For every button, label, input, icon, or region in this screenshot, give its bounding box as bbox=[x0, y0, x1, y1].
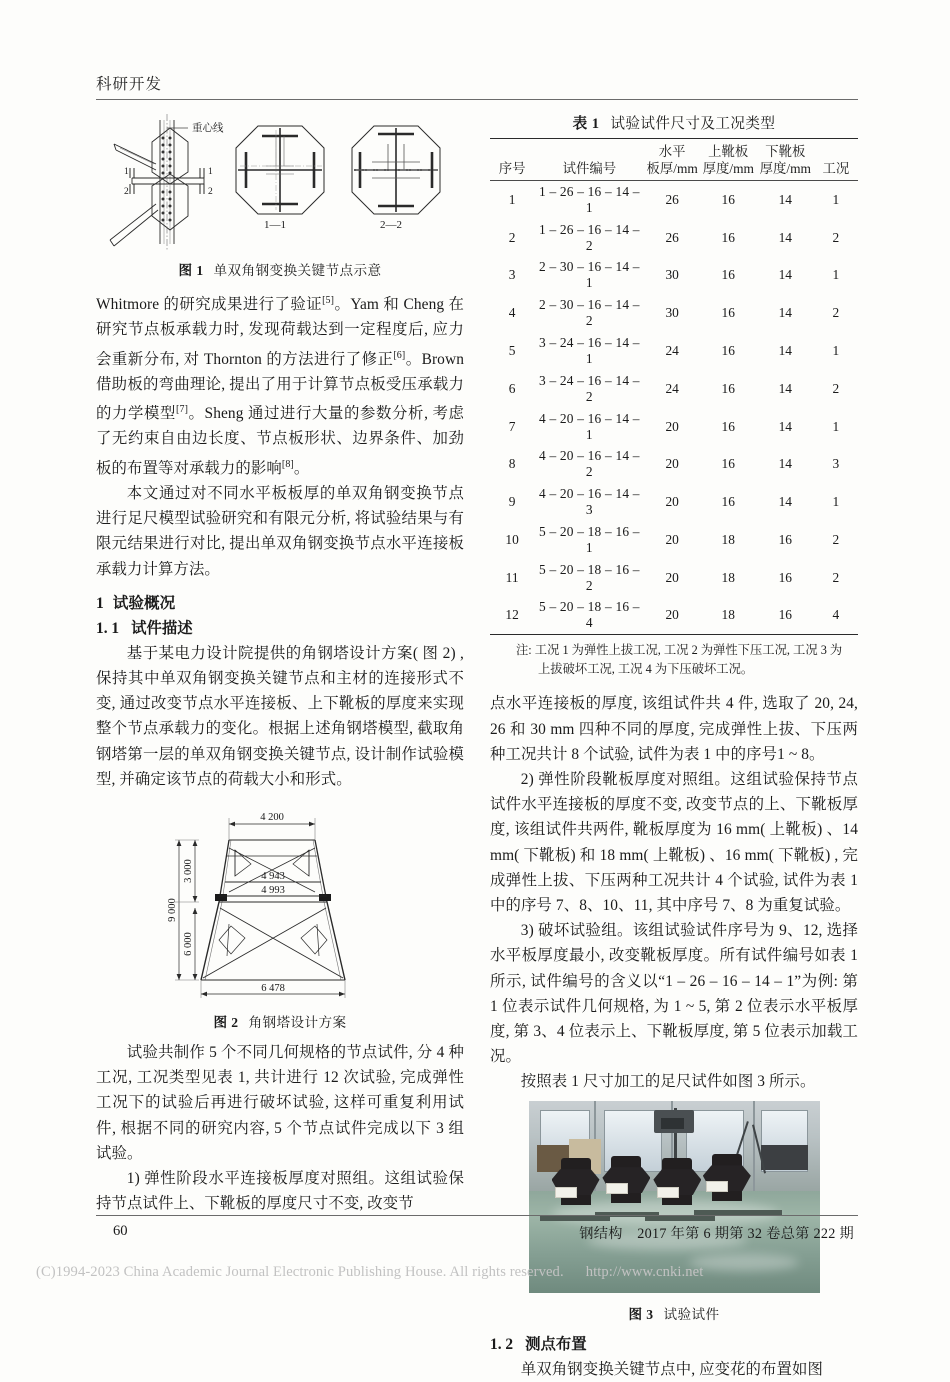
cell-specimen-id: 5 – 20 – 18 – 16 – 4 bbox=[534, 597, 644, 635]
section-1-number: 1 bbox=[96, 594, 104, 612]
figure-2-drawing bbox=[165, 804, 395, 1004]
fig2-dim-upper-height: 3 000 bbox=[183, 859, 194, 883]
table-header-seq: 序号 bbox=[490, 139, 534, 181]
cell-seq: 5 bbox=[508, 343, 516, 359]
left-column bbox=[96, 112, 464, 1216]
table-header-condition: 工况 bbox=[814, 139, 858, 181]
cell-upper-shoe: 16 bbox=[721, 305, 735, 321]
table-row bbox=[490, 521, 858, 559]
table-1-head bbox=[490, 139, 858, 181]
cell-upper-shoe: 16 bbox=[721, 418, 735, 434]
cell-horizontal-plate: 26 bbox=[665, 229, 679, 245]
footer-rule bbox=[96, 1215, 858, 1216]
cell-specimen-id: 1 – 26 – 16 – 14 – 2 bbox=[539, 221, 640, 253]
cell-specimen-id: 4 – 20 – 16 – 14 – 3 bbox=[539, 486, 640, 518]
cell-horizontal-plate: 20 bbox=[665, 531, 679, 547]
right-column bbox=[490, 112, 858, 1382]
cell-seq: 4 bbox=[508, 305, 516, 321]
table-1-title-text: 试验试件尺寸及工况类型 bbox=[610, 116, 776, 132]
cell-horizontal-plate: 20 bbox=[665, 569, 679, 585]
cell-upper-shoe: 16 bbox=[721, 267, 735, 283]
cell-condition: 1 bbox=[832, 418, 840, 434]
right-paragraph-3: 3) 破坏试验组。该组试验试件序号为 9、12, 选择水平板厚度最小, 改变靴板厚度。所有试件编号如表 1 所示, 试件编号的含义以“1 – 26 – 16 – 14 – 1”为例: 第 1 位表示试件几何规格, 为 1 ~ 5, 第 2 位表示水平板厚度, 第 3、4 位表示上、下靴板厚度, 第 5 位表示加载工况。 bbox=[490, 922, 858, 1066]
cell-lower-shoe: 14 bbox=[757, 181, 814, 219]
fig2-dim-top-width: 4 200 bbox=[260, 811, 284, 823]
table-row bbox=[490, 559, 858, 597]
table-1-label: 表 1 bbox=[572, 116, 600, 132]
figure-2-caption-text: 角钢塔设计方案 bbox=[248, 1014, 347, 1030]
cell-specimen-id: 1 – 26 – 16 – 14 – 1 bbox=[534, 181, 644, 219]
table-row bbox=[490, 257, 858, 295]
right-paragraph-4: 按照表 1 尺寸加工的足尺试件如图 3 所示。 bbox=[520, 1073, 816, 1091]
table-header-lower-shoe: 下靴板 厚度/mm bbox=[757, 139, 814, 181]
copyright-url: http://www.cnki.net bbox=[585, 1264, 704, 1280]
right-paragraph-5: 单双角钢变换关键节点中, 应变花的布置如图 bbox=[520, 1360, 824, 1378]
table-header-specimen-id: 试件编号 bbox=[534, 139, 644, 181]
copyright-notice bbox=[36, 1264, 916, 1281]
cell-condition: 2 bbox=[832, 569, 840, 585]
cell-specimen-id: 3 – 24 – 16 – 14 – 2 bbox=[539, 372, 640, 404]
figure-3-caption bbox=[490, 1303, 858, 1323]
reference-marker: [8] bbox=[281, 458, 294, 470]
cell-lower-shoe: 16 bbox=[778, 531, 792, 547]
cell-lower-shoe: 14 bbox=[778, 456, 792, 472]
figure-1-caption-text: 单双角钢变换关键节点示意 bbox=[213, 263, 382, 278]
running-head: 科研开发 bbox=[96, 76, 163, 93]
cell-horizontal-plate: 20 bbox=[665, 456, 679, 472]
svg-text:2: 2 bbox=[208, 187, 213, 197]
cell-horizontal-plate: 24 bbox=[665, 380, 679, 396]
section-1-1-number: 1. 1 bbox=[96, 619, 120, 637]
cell-upper-shoe: 16 bbox=[700, 181, 757, 219]
cell-upper-shoe: 16 bbox=[721, 343, 735, 359]
left-paragraph-1: Whitmore 的研究成果进行了验证[5]。Yam 和 Cheng 在研究节点板承载力时, 发现荷载达到一定程度后, 应力会重新分布, 对 Thornton 的方法进行了修正[6]。Brown 借助板的弯曲理论, 提出了用于计算节点板受压承载力的力学模型[7]。Sheng 通过进行大量的参数分析, 考虑了无约束自由边长度、节点板形状、边界条件、加劲板的布置等对承载力的影响[8]。 bbox=[96, 295, 464, 477]
left-paragraph-3: 基于某电力设计院提供的角钢塔设计方案( 图 2) , 保持其中单双角钢变换关键节点和主材的连接形式不变, 通过改变节点水平连接板、上下靴板的厚度来实现整个节点承载力的变化。根据上述角钢塔模型, 截取角钢塔第一层的单双角钢变换关键节点, 设计制作试验模型, 并确定该节点的荷载大小和形式。 bbox=[96, 644, 464, 788]
svg-text:1: 1 bbox=[208, 167, 213, 177]
table-1 bbox=[490, 138, 858, 635]
cell-lower-shoe: 14 bbox=[778, 418, 792, 434]
table-note-line-2: 上拔破坏工况, 工况 4 为下压破坏工况。 bbox=[538, 661, 754, 676]
cell-lower-shoe: 16 bbox=[778, 569, 792, 585]
cell-lower-shoe: 14 bbox=[778, 380, 792, 396]
figure-3-label: 图 3 bbox=[628, 1306, 654, 1322]
cell-lower-shoe: 14 bbox=[778, 494, 792, 510]
table-row bbox=[490, 483, 858, 521]
cell-seq: 11 bbox=[505, 569, 519, 585]
section-heading-1-1 bbox=[96, 616, 464, 641]
figure-1 bbox=[96, 112, 464, 279]
figure-1-label: 图 1 bbox=[178, 263, 204, 278]
section-1-title: 试验概况 bbox=[112, 594, 176, 612]
fig2-dim-lower-height: 6 000 bbox=[183, 932, 194, 956]
running-head-rule bbox=[96, 99, 858, 100]
reference-marker: [7] bbox=[176, 404, 189, 416]
fig2-dim-bottom-width: 6 478 bbox=[261, 982, 285, 994]
cell-upper-shoe: 16 bbox=[721, 229, 735, 245]
cell-lower-shoe: 16 bbox=[757, 597, 814, 635]
figure-2-label: 图 2 bbox=[213, 1014, 239, 1030]
table-row bbox=[490, 219, 858, 257]
cell-horizontal-plate: 30 bbox=[665, 305, 679, 321]
table-row bbox=[490, 181, 858, 219]
cell-horizontal-plate: 20 bbox=[665, 494, 679, 510]
cell-lower-shoe: 14 bbox=[778, 267, 792, 283]
cell-specimen-id: 2 – 30 – 16 – 14 – 2 bbox=[539, 297, 640, 329]
left-paragraph-5: 1) 弹性阶段水平连接板厚度对照组。这组试验保持节点试件上、下靴板的厚度尺寸不变, 改变节 bbox=[96, 1169, 464, 1213]
left-paragraph-2: 本文通过对不同水平板板厚的单双角钢变换节点进行足尺模型试验研究和有限元分析, 将试验结果与有限元结果进行对比, 提出单双角钢变换节点水平连接板承载力计算方法。 bbox=[96, 484, 464, 578]
cell-condition: 2 bbox=[832, 229, 840, 245]
cell-condition: 1 bbox=[832, 343, 840, 359]
table-row bbox=[490, 370, 858, 408]
cell-upper-shoe: 16 bbox=[721, 494, 735, 510]
cell-specimen-id: 5 – 20 – 18 – 16 – 1 bbox=[539, 523, 640, 555]
figure-1-caption bbox=[96, 259, 464, 279]
figure-3-caption-text: 试验试件 bbox=[663, 1306, 720, 1322]
cell-horizontal-plate: 20 bbox=[645, 597, 700, 635]
section-heading-1 bbox=[96, 591, 464, 616]
figure-2-caption bbox=[96, 1011, 464, 1031]
cell-specimen-id: 5 – 20 – 18 – 16 – 2 bbox=[539, 561, 640, 593]
fig2-dim-mid-lower: 4 993 bbox=[261, 884, 285, 896]
fig2-dim-total-height: 9 000 bbox=[167, 898, 178, 922]
figure-1-drawing bbox=[104, 112, 456, 252]
table-row bbox=[490, 445, 858, 483]
table-row bbox=[490, 294, 858, 332]
cell-seq: 10 bbox=[505, 531, 519, 547]
cell-horizontal-plate: 24 bbox=[665, 343, 679, 359]
cell-upper-shoe: 18 bbox=[700, 597, 757, 635]
cell-condition: 2 bbox=[832, 531, 840, 547]
cell-condition: 2 bbox=[832, 305, 840, 321]
cell-seq: 6 bbox=[508, 380, 516, 396]
table-1-note bbox=[490, 641, 858, 678]
reference-marker: [5] bbox=[322, 295, 335, 306]
fig1-center-line-label: 重心线 bbox=[192, 123, 224, 134]
cell-upper-shoe: 16 bbox=[721, 380, 735, 396]
reference-marker: [6] bbox=[393, 349, 406, 361]
cell-seq: 2 bbox=[508, 229, 516, 245]
cell-seq: 12 bbox=[490, 597, 534, 635]
cell-seq: 8 bbox=[508, 456, 516, 472]
page-number: 60 bbox=[113, 1223, 128, 1239]
cell-condition: 4 bbox=[814, 597, 858, 635]
table-header-upper-shoe: 上靴板 厚度/mm bbox=[700, 139, 757, 181]
cell-lower-shoe: 14 bbox=[778, 343, 792, 359]
right-paragraph-2: 2) 弹性阶段靴板厚度对照组。这组试验保持节点试件水平连接板的厚度不变, 改变节点的上、下靴板厚度, 该组试件共两件, 靴板厚度为 16 mm( 上靴板) 、14 mm( 下靴板) 和 18 mm( 上靴板) 、16 mm( 下靴板) , 完成弹性上拔、下压两种工况共计 4 个试验, 试件为表 1 中的序号 7、8、10、11, 其中序号 7、8 为重复试验。 bbox=[490, 770, 858, 914]
section-1-1-title: 试件描述 bbox=[131, 619, 193, 637]
cell-condition: 2 bbox=[832, 380, 840, 396]
cell-condition: 1 bbox=[832, 494, 840, 510]
cell-specimen-id: 4 – 20 – 16 – 14 – 2 bbox=[539, 448, 640, 480]
cell-seq: 1 bbox=[490, 181, 534, 219]
table-1-body bbox=[490, 181, 858, 635]
right-paragraph-1: 点水平连接板的厚度, 该组试件共 4 件, 选取了 20, 24, 26 和 30 mm 四种不同的厚度, 完成弹性上拔、下压两种工况共计 8 个试验, 试件为表 1 中的序号1 ~ 8。 bbox=[490, 695, 858, 763]
table-1-title bbox=[490, 112, 858, 133]
figure-3 bbox=[490, 1101, 858, 1323]
left-paragraph-4: 试验共制作 5 个不同几何规格的节点试件, 分 4 种工况, 工况类型见表 1, 共计进行 12 次试验, 完成弹性工况下的试验后再进行破坏试验, 这样可重复利用试件, 根据不同的研究内容, 5 个节点试件完成以下 3 组试验。 bbox=[96, 1043, 464, 1162]
svg-text:1: 1 bbox=[124, 167, 129, 177]
cell-lower-shoe: 14 bbox=[778, 305, 792, 321]
cell-condition: 1 bbox=[832, 267, 840, 283]
cell-seq: 7 bbox=[508, 418, 516, 434]
table-row bbox=[490, 332, 858, 370]
figure-2 bbox=[96, 804, 464, 1031]
cell-specimen-id: 4 – 20 – 16 – 14 – 1 bbox=[539, 410, 640, 442]
cell-condition: 3 bbox=[832, 456, 840, 472]
table-row bbox=[490, 408, 858, 446]
fig1-section-1-label: 1—1 bbox=[264, 219, 286, 231]
cell-condition: 1 bbox=[814, 181, 858, 219]
journal-info: 钢结构 2017 年第 6 期第 32 卷总第 222 期 bbox=[579, 1226, 854, 1242]
cell-seq: 9 bbox=[508, 494, 516, 510]
cell-specimen-id: 3 – 24 – 16 – 14 – 1 bbox=[539, 335, 640, 367]
cell-specimen-id: 2 – 30 – 16 – 14 – 1 bbox=[539, 259, 640, 291]
cell-horizontal-plate: 30 bbox=[665, 267, 679, 283]
section-1-2-number: 1. 2 bbox=[490, 1335, 514, 1353]
fig1-section-2-label: 2—2 bbox=[380, 219, 402, 231]
section-1-2-title: 测点布置 bbox=[525, 1335, 587, 1353]
cell-horizontal-plate: 20 bbox=[665, 418, 679, 434]
copyright-text: (C)1994-2023 China Academic Journal Electronic Publishing House. All rights reserved. bbox=[36, 1264, 564, 1280]
cell-upper-shoe: 18 bbox=[721, 531, 735, 547]
svg-text:2: 2 bbox=[124, 187, 129, 197]
fig2-dim-mid-upper: 4 943 bbox=[261, 870, 285, 882]
table-row bbox=[490, 597, 858, 635]
cell-seq: 3 bbox=[508, 267, 516, 283]
cell-horizontal-plate: 26 bbox=[645, 181, 700, 219]
section-heading-1-2 bbox=[490, 1332, 858, 1357]
table-header-horizontal-plate: 水平 板厚/mm bbox=[645, 139, 700, 181]
cell-upper-shoe: 16 bbox=[721, 456, 735, 472]
cell-lower-shoe: 14 bbox=[778, 229, 792, 245]
cell-upper-shoe: 18 bbox=[721, 569, 735, 585]
table-note-line-1: 注: 工况 1 为弹性上拔工况, 工况 2 为弹性下压工况, 工况 3 为 bbox=[516, 643, 843, 658]
